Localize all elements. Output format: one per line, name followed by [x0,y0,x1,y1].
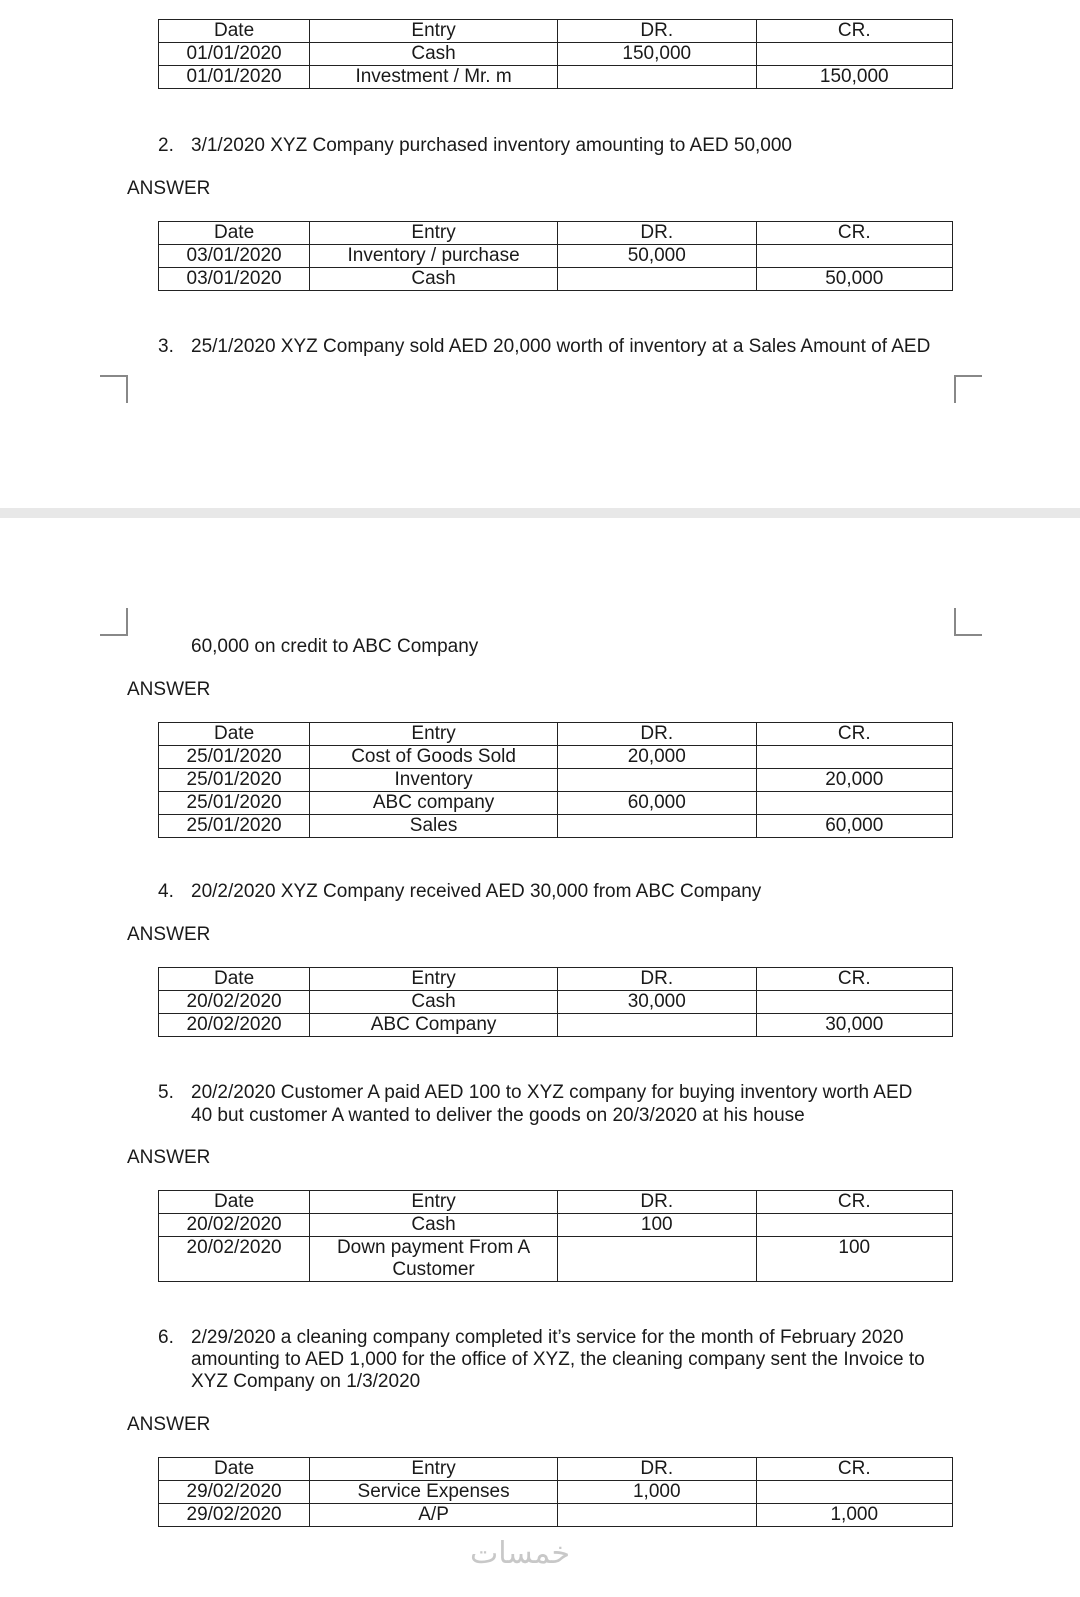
table-row [159,1458,953,1481]
journal-table-4 [158,967,953,1037]
entry-header: Entry [310,1458,558,1481]
table-row [159,746,953,769]
cr-cell: 30,000 [756,1014,953,1037]
entry-cell: Cash [310,1214,558,1237]
entry-cell: Down payment From A Customer [310,1237,558,1282]
dr-header: DR. [558,1191,757,1214]
dr-cell: 30,000 [558,991,757,1014]
journal-table-3 [158,722,953,838]
cr-header: CR. [756,20,953,43]
date-cell: 25/01/2020 [159,792,310,815]
entry-cell: Sales [310,815,558,838]
entry-header: Entry [310,1191,558,1214]
table-row [159,769,953,792]
cr-cell [756,1214,953,1237]
page-gap [0,508,1080,518]
question-text: 20/2/2020 XYZ Company received AED 30,000 from ABC Company [191,881,762,902]
table-row [159,20,953,43]
date-cell: 25/01/2020 [159,769,310,792]
cr-cell [756,43,953,66]
cr-header: CR. [756,968,953,991]
question-number: 3. [158,336,174,357]
table-row [159,723,953,746]
crop-mark [954,375,982,403]
table-row [159,1014,953,1037]
entry-header: Entry [310,20,558,43]
question-number: 5. [158,1082,174,1103]
date-cell: 20/02/2020 [159,991,310,1014]
date-header: Date [159,1191,310,1214]
cr-cell [756,746,953,769]
dr-cell: 1,000 [558,1481,757,1504]
journal-table-1 [158,19,953,89]
entry-cell: ABC Company [310,1014,558,1037]
table-row [159,1214,953,1237]
dr-cell [558,769,757,792]
crop-mark [100,375,128,403]
crop-mark [954,608,982,636]
table-row [159,815,953,838]
date-cell: 20/02/2020 [159,1014,310,1037]
dr-cell [558,1014,757,1037]
date-cell: 29/02/2020 [159,1481,310,1504]
dr-header: DR. [558,968,757,991]
entry-header: Entry [310,723,558,746]
date-cell: 25/01/2020 [159,815,310,838]
table-row [159,968,953,991]
answer-label: ANSWER [127,679,211,700]
table-row [159,792,953,815]
table-row [159,43,953,66]
watermark-logo: خمسات [470,1536,571,1571]
date-cell: 20/02/2020 [159,1237,310,1282]
question-text-line-2: amounting to AED 1,000 for the office of XYZ, the cleaning company sent the Invoice to [191,1349,925,1370]
question-text: 3/1/2020 XYZ Company purchased inventory amounting to AED 50,000 [191,135,792,156]
table-row [159,268,953,291]
dr-header: DR. [558,723,757,746]
answer-label: ANSWER [127,924,211,945]
date-header: Date [159,1458,310,1481]
table-row [159,1481,953,1504]
dr-cell [558,1504,757,1527]
question-3-continued: 60,000 on credit to ABC Company [191,636,479,657]
dr-cell: 100 [558,1214,757,1237]
question-text-line-3: XYZ Company on 1/3/2020 [191,1371,421,1392]
journal-table-5 [158,1190,953,1282]
table-row [159,66,953,89]
answer-label: ANSWER [127,1147,211,1168]
entry-cell: Cash [310,268,558,291]
date-header: Date [159,723,310,746]
question-number: 2. [158,135,174,156]
cr-header: CR. [756,222,953,245]
dr-cell [558,815,757,838]
cr-cell: 1,000 [756,1504,953,1527]
entry-header: Entry [310,968,558,991]
cr-cell: 100 [756,1237,953,1282]
journal-table-2 [158,221,953,291]
cr-cell [756,245,953,268]
table-row [159,222,953,245]
cr-cell: 150,000 [756,66,953,89]
dr-cell: 150,000 [558,43,757,66]
dr-cell: 20,000 [558,746,757,769]
table-row [159,1191,953,1214]
dr-cell: 60,000 [558,792,757,815]
dr-header: DR. [558,1458,757,1481]
question-text-line-2: 40 but customer A wanted to deliver the goods on 20/3/2020 at his house [191,1105,805,1126]
cr-header: CR. [756,1458,953,1481]
crop-mark [100,608,128,636]
entry-cell: Inventory [310,769,558,792]
entry-cell: A/P [310,1504,558,1527]
cr-cell: 60,000 [756,815,953,838]
date-cell: 25/01/2020 [159,746,310,769]
dr-header: DR. [558,222,757,245]
answer-label: ANSWER [127,1414,211,1435]
date-header: Date [159,222,310,245]
document-page-2 [0,518,1080,1597]
entry-cell: Cost of Goods Sold [310,746,558,769]
cr-cell: 20,000 [756,769,953,792]
date-cell: 01/01/2020 [159,66,310,89]
date-cell: 20/02/2020 [159,1214,310,1237]
entry-cell: Cash [310,991,558,1014]
dr-cell [558,1237,757,1282]
dr-cell: 50,000 [558,245,757,268]
journal-table-6 [158,1457,953,1527]
cr-cell [756,792,953,815]
entry-cell: Inventory / purchase [310,245,558,268]
cr-cell: 50,000 [756,268,953,291]
date-cell: 01/01/2020 [159,43,310,66]
date-header: Date [159,20,310,43]
dr-header: DR. [558,20,757,43]
document-page-1 [0,0,1080,508]
question-number: 6. [158,1327,174,1348]
cr-header: CR. [756,1191,953,1214]
entry-cell: Service Expenses [310,1481,558,1504]
cr-cell [756,991,953,1014]
question-text: 25/1/2020 XYZ Company sold AED 20,000 worth of inventory at a Sales Amount of AED [191,336,931,357]
date-cell: 03/01/2020 [159,245,310,268]
entry-cell: ABC company [310,792,558,815]
entry-header: Entry [310,222,558,245]
question-text-line-1: 20/2/2020 Customer A paid AED 100 to XYZ company for buying inventory worth AED [191,1082,913,1103]
cr-header: CR. [756,723,953,746]
question-number: 4. [158,881,174,902]
table-row [159,991,953,1014]
table-row [159,1504,953,1527]
date-cell: 03/01/2020 [159,268,310,291]
answer-label: ANSWER [127,178,211,199]
entry-cell: Investment / Mr. m [310,66,558,89]
question-text-line-1: 2/29/2020 a cleaning company completed it’s service for the month of February 2020 [191,1327,904,1348]
dr-cell [558,268,757,291]
table-row [159,245,953,268]
entry-cell: Cash [310,43,558,66]
date-header: Date [159,968,310,991]
date-cell: 29/02/2020 [159,1504,310,1527]
cr-cell [756,1481,953,1504]
table-row [159,1237,953,1282]
dr-cell [558,66,757,89]
